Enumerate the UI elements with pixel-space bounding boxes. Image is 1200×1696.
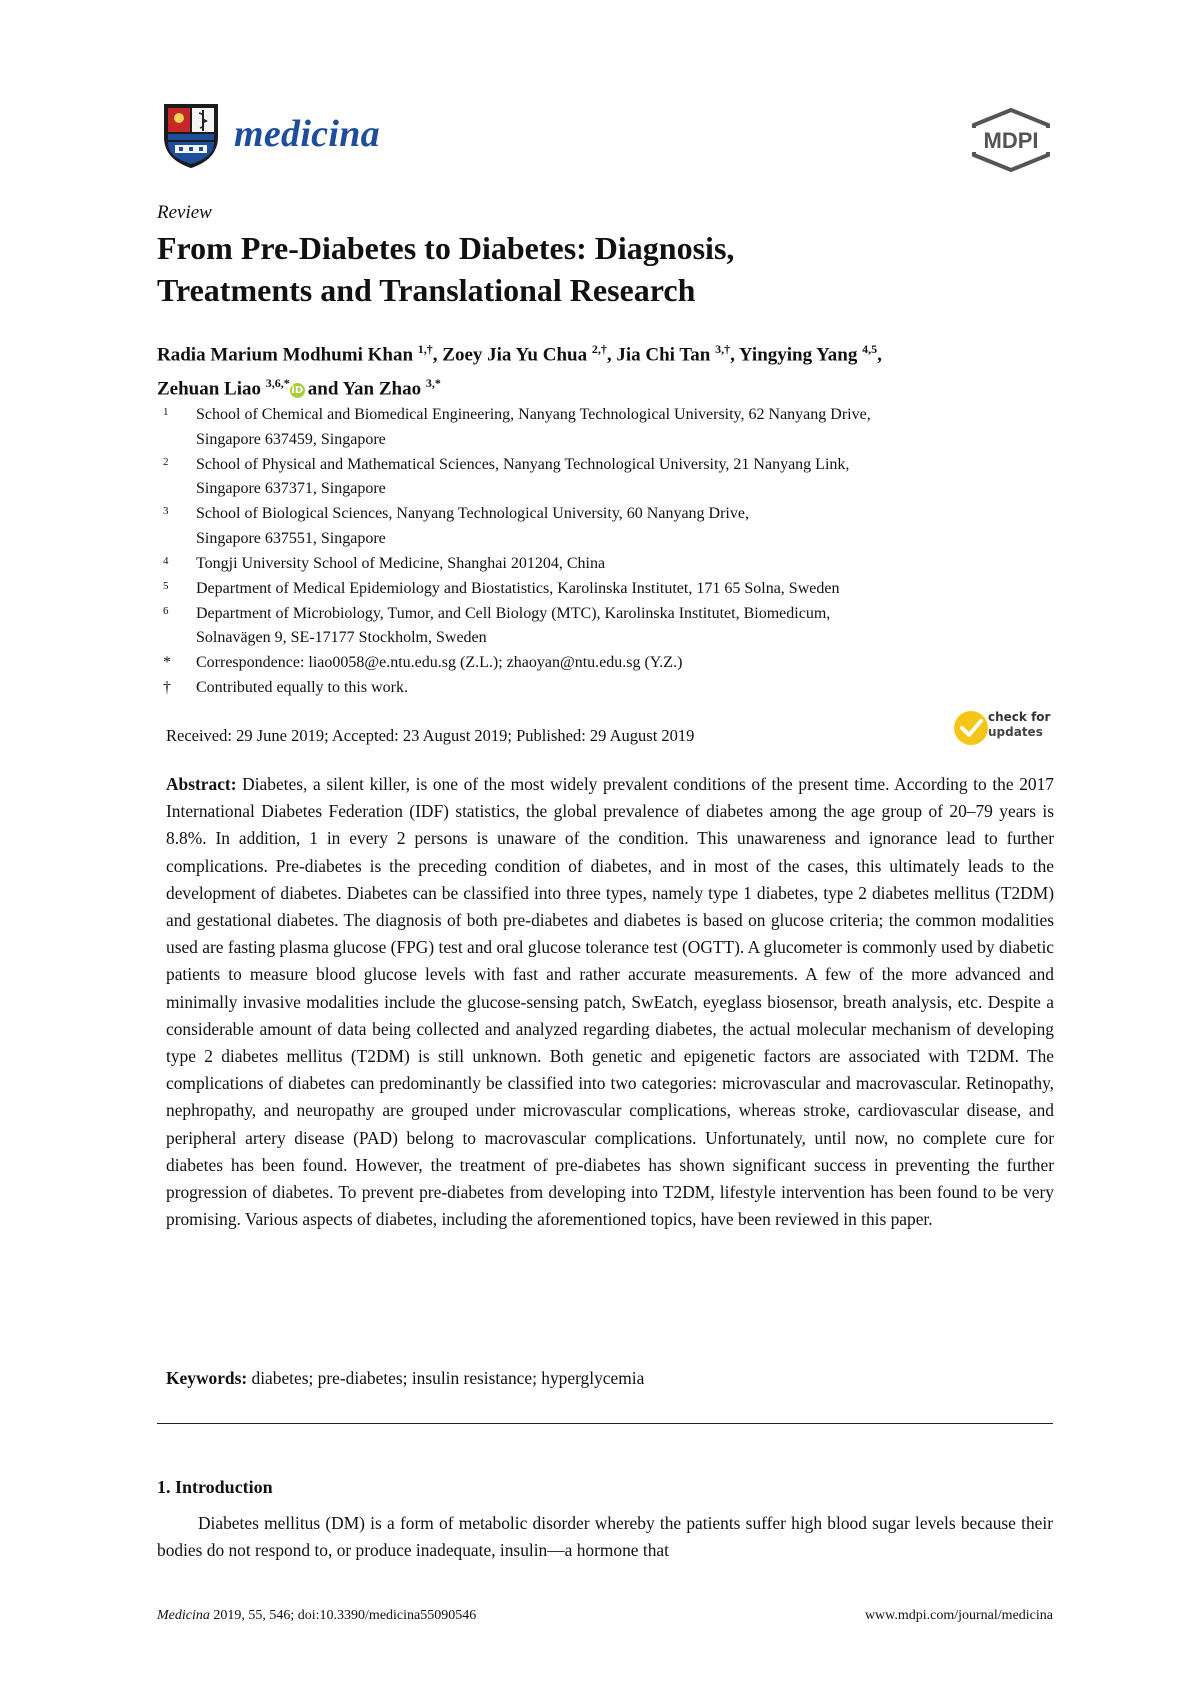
author-name[interactable]: Radia Marium Modhumi Khan: [157, 344, 414, 366]
author-name[interactable]: and Yan Zhao: [307, 378, 422, 400]
footer-citation-text: 2019, 55, 546; doi:10.3390/medicina55090546: [209, 1608, 477, 1623]
footer-citation: [157, 1608, 476, 1624]
affiliation-number: 1: [163, 406, 169, 418]
correspondence-mark: *: [163, 654, 171, 671]
correspondence-item: [163, 651, 1063, 676]
check-label-line: check for: [988, 710, 1051, 724]
affiliation-text: Tongji University School of Medicine, Shanghai 201204, China: [196, 554, 606, 572]
affiliation-item: [163, 403, 1063, 452]
author-affil-marks: 3,†: [715, 342, 731, 356]
affiliation-item: [163, 602, 1063, 651]
affiliation-text: Singapore 637371, Singapore: [196, 480, 386, 497]
affiliation-text: School of Chemical and Biomedical Engineering, Nanyang Technological University, 62 Nanyang Drive,: [196, 406, 871, 423]
orcid-icon[interactable]: iD: [291, 384, 304, 396]
equal-contribution-item: [163, 676, 1063, 701]
affiliation-number: 4: [163, 554, 169, 567]
author-list: [157, 335, 1057, 404]
footer-journal: Medicina: [157, 1608, 210, 1623]
author-affil-marks: 3,*: [425, 376, 441, 391]
dagger-mark: †: [163, 679, 171, 696]
author-separator: ,: [730, 344, 739, 366]
title-line-1: From Pre-Diabetes to Diabetes: Diagnosis,: [157, 230, 735, 266]
affiliation-number: 2: [163, 455, 169, 468]
journal-logo-icon: [163, 103, 219, 169]
affiliation-text: Department of Microbiology, Tumor, and Cell Biology (MTC), Karolinska Institutet, Biomedicum,: [196, 604, 831, 622]
check-for-updates-label[interactable]: [988, 710, 1050, 740]
author-affil-marks: 1,†: [417, 342, 433, 356]
title-line-2: Treatments and Translational Research: [157, 272, 696, 308]
author-name[interactable]: Jia Chi Tan: [616, 344, 711, 366]
affiliation-item: [163, 502, 1063, 551]
abstract-text: Diabetes, a silent killer, is one of the most widely prevalent conditions of the present time. According to the 2017 International Diabetes Federation (IDF) statistics, the global prevalence of diabetes among the age group of 20–79 years is 8.8%. In addition, 1 in every 2 persons is unaware of the condition. This unawareness and ignorance lead to further complications. Pre-diabetes is the preceding condition of diabetes, and in most of the cases, this ultimately leads to the development of diabetes. Diabetes can be classified into three types, namely type 1 diabetes, type 2 diabetes mellitus (T2DM) and gestational diabetes. The diagnosis of both pre-diabetes and diabetes is based on glucose criteria; the common modalities used are fasting plasma glucose (FPG) test and oral glucose tolerance test (OGTT). A glucometer is commonly used by diabetic patients to measure blood glucose levels with fast and rather accurate measurements. A few of the more advanced and minimally invasive modalities include the glucose-sensing patch, SwEatch, eyeglass biosensor, breath analysis, etc. Despite a considerable amount of data being collected and analyzed regarding diabetes, the actual molecular mechanism of developing type 2 diabetes mellitus (T2DM) is still unknown. Both genetic and epigenetic factors are associated with T2DM. The complications of diabetes can predominantly be classified into two categories: microvascular and macrovascular. Retinopathy, nephropathy, and neuropathy are grouped under microvascular complications, whereas stroke, cardiovascular disease, and peripheral artery disease (PAD) belong to macrovascular complications. Unfortunately, until now, no complete cure for diabetes has been found. However, the treatment of pre-diabetes has shown significant success in preventing the further progression of diabetes. To prevent pre-diabetes from developing into T2DM, lifestyle intervention has been found to be very promising. Various aspects of diabetes, including the aforementioned topics, have been reviewed in this paper.: [166, 774, 1054, 1230]
affiliation-text: Department of Medical Epidemiology and Biostatistics, Karolinska Institutet, 171 65 Solna, Sweden: [196, 579, 840, 597]
affiliation-text: School of Physical and Mathematical Sciences, Nanyang Technological University, 21 Nanyang Link,: [196, 455, 850, 473]
keywords-text: diabetes; pre-diabetes; insulin resistance; hyperglycemia: [251, 1368, 645, 1388]
section-heading: 1. Introduction: [157, 1477, 273, 1497]
keywords: [166, 1368, 644, 1389]
author-separator: ,: [877, 344, 882, 366]
affiliation-number: 5: [163, 579, 169, 592]
equal-contribution-text: Contributed equally to this work.: [196, 679, 408, 696]
affiliation-list: [163, 403, 1063, 701]
publication-dates: Received: 29 June 2019; Accepted: 23 August 2019; Published: 29 August 2019: [166, 726, 695, 745]
affiliation-text: Singapore 637459, Singapore: [196, 430, 386, 448]
paper-title: [157, 227, 1097, 311]
section-divider: [157, 1423, 1053, 1424]
journal-name: medicina: [234, 113, 380, 155]
check-label-line: updates: [988, 725, 1043, 739]
mdpi-logo-text: MDPI: [983, 128, 1039, 153]
article-type: Review: [157, 202, 212, 223]
author-separator: ,: [432, 344, 443, 366]
abstract: [166, 771, 1054, 1233]
affiliation-item: [163, 577, 1063, 602]
affiliation-number: 3: [163, 505, 169, 517]
author-name[interactable]: Yingying Yang: [738, 344, 858, 366]
affiliation-text: Solnavägen 9, SE-17177 Stockholm, Sweden: [196, 629, 487, 646]
introduction-paragraph: Diabetes mellitus (DM) is a form of metabolic disorder whereby the patients suffer high blood sugar levels because their bodies do not respond to, or produce inadequate, insulin—a hormone that: [157, 1513, 1053, 1561]
author-separator: ,: [606, 344, 617, 366]
mdpi-logo-icon: [966, 108, 1056, 172]
affiliation-text: Singapore 637551, Singapore: [196, 529, 386, 547]
author-name[interactable]: Zehuan Liao: [157, 378, 262, 400]
author-affil-marks: 3,6,*: [265, 376, 290, 391]
affiliation-item: [163, 453, 1063, 502]
affiliation-item: [163, 552, 1063, 577]
correspondence-text[interactable]: Correspondence: liao0058@e.ntu.edu.sg (Z.L.); zhaoyan@ntu.edu.sg (Y.Z.): [196, 654, 683, 671]
author-affil-marks: 2,†: [591, 342, 607, 356]
affiliation-number: 6: [163, 604, 169, 617]
keywords-label: Keywords:: [166, 1368, 248, 1388]
author-name[interactable]: Zoey Jia Yu Chua: [442, 344, 588, 366]
footer-url[interactable]: www.mdpi.com/journal/medicina: [864, 1608, 1053, 1623]
abstract-label: Abstract:: [166, 774, 237, 794]
author-affil-marks: 4,5: [862, 342, 878, 356]
affiliation-text: School of Biological Sciences, Nanyang Technological University, 60 Nanyang Drive,: [196, 505, 749, 522]
